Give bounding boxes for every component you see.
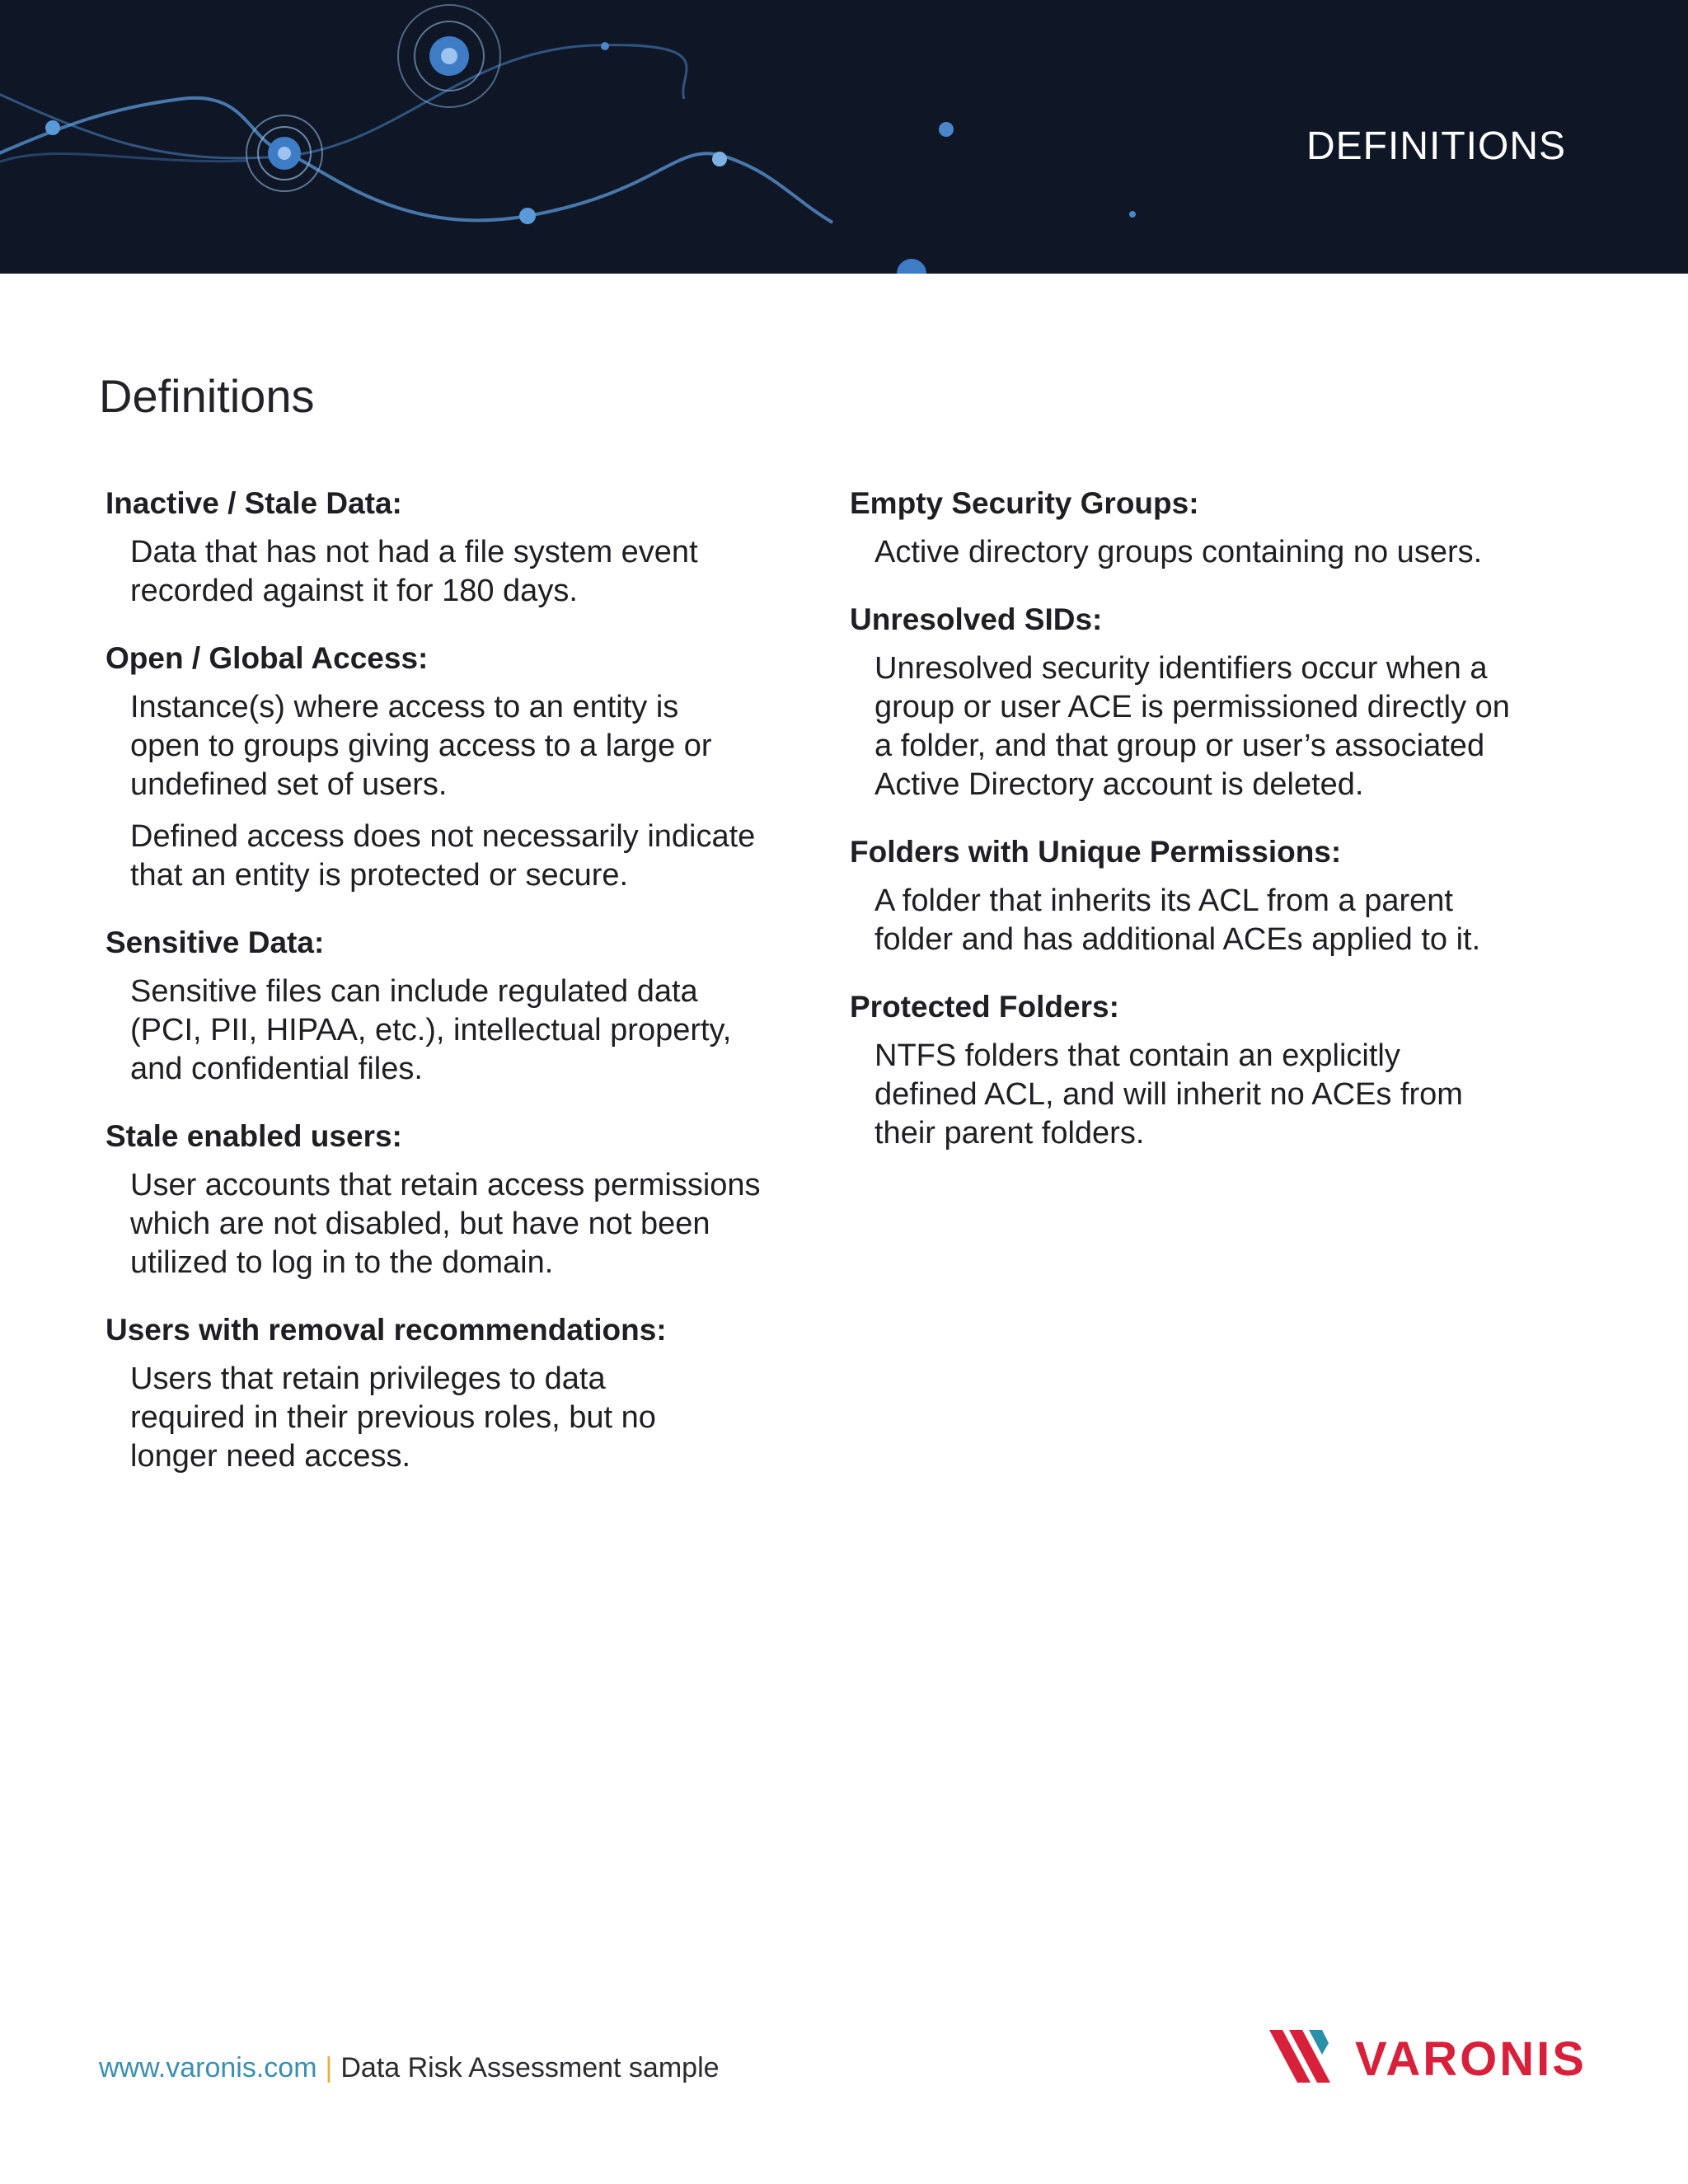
definition-entry — [850, 831, 1559, 959]
definition-text: Instance(s) where access to an entity is open to groups giving access to a large or undefined set of users. — [130, 690, 712, 802]
definition-term: Unresolved SIDs: — [850, 602, 1103, 636]
header-banner — [0, 0, 1688, 274]
definition-text: Data that has not had a file system event recorded against it for 180 days. — [130, 535, 698, 608]
definition-text: Unresolved security identifiers occur when a group or user ACE is permissioned directly on a folder, and that group or user’s associated Active Directory account is deleted. — [874, 651, 1510, 802]
definition-entry — [850, 986, 1559, 1153]
definition-text: User accounts that retain access permissions which are not disabled, but have not been utilized to log in to the domain. — [130, 1168, 761, 1280]
definition-text: A folder that inherits its ACL from a parent folder and has additional ACEs applied to it. — [874, 883, 1481, 957]
definitions-left-column — [106, 482, 814, 1502]
definition-term: Empty Security Groups: — [850, 486, 1199, 520]
definition-text: NTFS folders that contain an explicitly defined ACL, and will inherit no ACEs from their parent folders. — [874, 1038, 1463, 1151]
website-link[interactable]: www.varonis.com — [99, 2052, 317, 2083]
definition-entry — [106, 637, 814, 895]
logo-wordmark: VARONIS — [1355, 2032, 1587, 2086]
definition-text: Defined access does not necessarily indicate that an entity is protected or secure. — [130, 819, 756, 893]
definition-term: Users with removal recommendations: — [106, 1313, 667, 1347]
definition-term: Protected Folders: — [850, 990, 1119, 1024]
page-title: Definitions — [99, 370, 315, 422]
definition-term: Inactive / Stale Data: — [106, 486, 402, 520]
definition-entry — [850, 482, 1559, 572]
document-label: Data Risk Assessment sample — [340, 2052, 720, 2083]
definition-text: Users that retain privileges to data required in their previous roles, but no longer need access. — [130, 1361, 656, 1474]
varonis-logo — [1269, 2030, 1587, 2088]
definitions-right-column — [850, 482, 1559, 1179]
footer — [99, 2052, 720, 2084]
footer-separator: | — [325, 2052, 333, 2083]
definition-entry — [850, 598, 1559, 804]
definition-term: Folders with Unique Permissions: — [850, 835, 1342, 869]
definition-term: Stale enabled users: — [106, 1119, 402, 1153]
definition-entry — [106, 921, 814, 1089]
definition-term: Open / Global Access: — [106, 641, 429, 675]
section-label: DEFINITIONS — [1306, 124, 1566, 168]
definition-text: Active directory groups containing no users. — [874, 535, 1483, 569]
definition-entry — [106, 1309, 814, 1476]
varonis-logo-mark-icon — [1269, 2030, 1352, 2088]
definition-entry — [106, 482, 814, 611]
definition-entry — [106, 1115, 814, 1282]
definition-term: Sensitive Data: — [106, 926, 325, 959]
definition-text: Sensitive files can include regulated data (PCI, PII, HIPAA, etc.), intellectual property, and confidential files. — [130, 974, 732, 1086]
